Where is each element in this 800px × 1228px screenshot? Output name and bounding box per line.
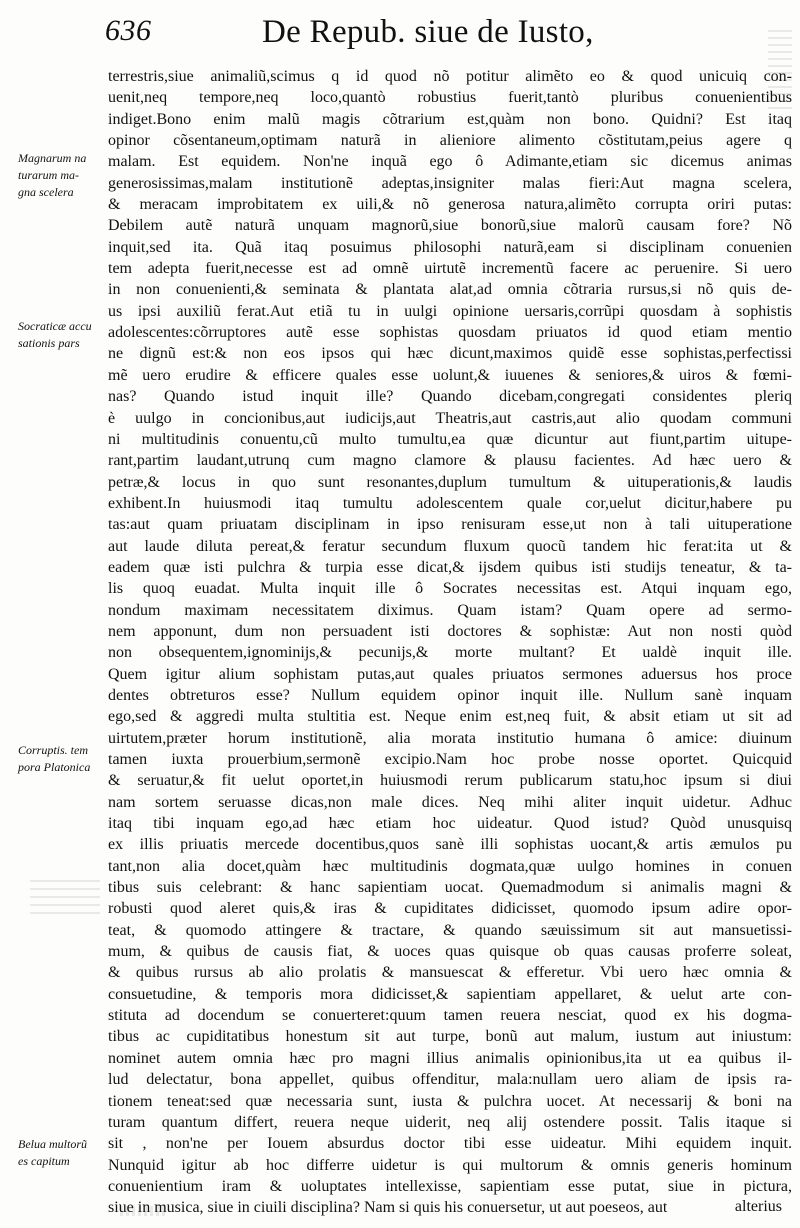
text-line: ni multitudinis conuentu,cũ multo tumultu,ea quæ dicuntur aut fiunt,partim uitupe- — [108, 430, 792, 448]
text-line: indiget.Bono enim malũ magis cõtrarium est,quàm non bono. Quidni? Est itaq — [108, 110, 792, 128]
text-line: Debilem autẽ naturã unquam magnorũ,siue bonorũ,siue malorũ causam fore? Nõ — [108, 217, 792, 235]
text-line: non obsequentem,ignominijs,& pecunijs,& morte multant? Et ualdè inquit ille. — [108, 644, 792, 662]
page-number: 636 — [105, 14, 152, 47]
text-line: tas:aut quam priuatam disciplinam in ipso renisuram esse,ut non à tali uituperatione — [108, 516, 792, 534]
text-line: robusti quod aleret quis,& iras & cupiditates didicisset, quomodo ipsum adire opor- — [108, 900, 792, 918]
show-through-text — [30, 880, 100, 916]
text-line: generosissimas,malam institutionẽ adeptas,insigniter malas fieri:Aut magna scelera, — [108, 174, 792, 192]
side-note — [18, 742, 112, 776]
text-line: Quem igitur alium sophistam putas,aut quales priuatos sermones aduersus hos proce — [108, 665, 792, 683]
text-line: consuetudine, & temporis mora didicisset,& sapientiam appellaret, & uelut arte con- — [108, 985, 792, 1003]
text-line: conuenientium iram & uoluptates intellexisse, sapientiam esse putat, siue in pictura, — [108, 1177, 792, 1195]
running-head: De Repub. siue de Iusto, — [262, 14, 594, 50]
text-line: lud delectatur, bona appellet, quibus offenditur, mala:nullam uero aliam de ipsis ra- — [108, 1071, 792, 1089]
body-text — [108, 66, 792, 1219]
text-line: tamen iuxta prouerbium,sermonẽ excipio.Nam hoc probe nosse oportet. Quicquid — [108, 751, 792, 768]
text-line: tant,non alia docet,quàm hæc multitudinis dogmata,quæ uulgo homines in conuen — [108, 857, 792, 875]
text-line: ego,sed & aggredi multa stultitia est. Neque enim est,neq fuit, & absit etiam ut sit ad — [108, 708, 792, 726]
text-line: mẽ uero erudire & efficere quales esse uolunt,& iuuenes & seniores,& uiros & fœmi- — [108, 366, 792, 384]
text-line: petræ,& locus in quo sunt resonantes,duplum tumultum & uituperationis,& laudis — [108, 473, 792, 491]
text-line: malam. Est equidem. Non'ne inquã ego ô Adimante,etiam sic dicemus animas — [108, 153, 792, 171]
text-line: turam quantum differt, reuera neque uiderit, neq alij ostendere possit. Talis itaque si — [108, 1113, 792, 1131]
text-line: tibus ac cupiditatibus honestum sit aut turpe, bonũ aut malum, iustum aut iniustum: — [108, 1028, 792, 1046]
catchword: alterius — [734, 1198, 782, 1215]
text-line: eadem quæ isti pulchra & turpia esse dicat,& ijsdem quibus isti studijs teneatur, & ta- — [108, 558, 792, 576]
side-note — [18, 318, 112, 352]
text-line: nam sortem seruasse dicas,non male dices. Neq mihi aliter inquit uidetur. Adhuc — [108, 793, 792, 811]
text-line: exhibent.In huiusmodi itaq tumultu adolescentem quale cor,uelut dicitur,habere pu — [108, 494, 792, 512]
side-note-line: es capitum — [18, 1154, 70, 1168]
side-note-line: pora Platonica — [18, 760, 91, 774]
text-line: opinor cõsentaneum,optimam naturã in alieniore alimento cõstitutam,peius agere q — [108, 132, 792, 150]
side-note-line: turarum ma- — [18, 168, 80, 182]
text-line: stituta ad docendum se conuerteret:quum tamen reuera nesciat, quod ex his dogma- — [108, 1007, 792, 1025]
text-line: tibus suis celebrant: & hanc sapientiam uocat. Quemadmodum si animalis magni & — [108, 879, 792, 897]
text-line: tionem teneat:sed quæ necessaria sunt, iusta & pulchra uocet. At necessarij & boni na — [108, 1092, 792, 1110]
side-note-line: Belua multorũ — [18, 1137, 87, 1151]
text-line: lis quoq euadat. Multa inquit ille ô Socrates necessitas est. Atqui inquam ego, — [108, 580, 792, 598]
text-line: terrestris,siue animaliũ,scimus q id quod nõ potitur alimẽto eo & quod unicuiq con- — [108, 68, 792, 85]
text-line: tem adepta fuerit,necesse est ad omnẽ uirtutẽ incrementũ facere ac peruenire. Si uero — [108, 260, 792, 278]
text-line: mum, & quibus de causis fiat, & uoces quas quisque ob quas causas proferre soleat, — [108, 943, 792, 961]
text-line: dentes obtreturos esse? Nullum equidem opinor inquit ille. Nullum sanè inquam — [108, 686, 792, 704]
text-line: uenit,neq tempore,neq loco,quantò robustius fuerit,tantò pluribus conuenientibus — [108, 89, 792, 107]
text-line: aut laude diluta pereat,& feratur secundum fluxum quocũ tandem hic ferat:ita ut & — [108, 537, 792, 555]
text-line: nas? Quando istud inquit ille? Quando dicebam,congregati considentes pleriq — [108, 388, 792, 406]
text-line: teat, & quomodo attingere & tractare, & quando sæuissimum sit aut mansuetissi- — [108, 921, 792, 939]
side-note-line: Magnarum na — [18, 151, 87, 165]
side-note-line: Socraticæ accu — [18, 319, 92, 333]
text-line: rant,partim laudant,utrunq cum magno clamore & plausu facientes. Ad hæc uero & — [108, 452, 792, 470]
text-line: us ipsi auxiliũ ferat.Aut etiã tu in uulgi opinione uersaris,corrũpi quosdam à sophistis — [108, 302, 792, 320]
text-line: siue in musica, siue in ciuili disciplina? Nam si quis his conuersetur, ut aut poeseos, aut — [108, 1199, 668, 1217]
side-note-line: gna scelera — [18, 185, 74, 199]
text-line: nondum maximam necessitatem diximus. Quam istam? Quam opere ad sermo- — [108, 601, 792, 619]
text-line: adolescentes:cõrruptores autẽ esse sophistas quosdam priuatos id quod etiam mentio — [108, 324, 792, 342]
text-line: ne dignũ est:& non eos ipsos qui hæc dicunt,maximos quidẽ esse sophistas,perfectissi — [108, 345, 792, 363]
text-line: Nunquid igitur ab hoc differre uidetur is qui multorum & omnis generis hominum — [108, 1156, 792, 1174]
text-line: nem apponunt, dum non persuadent isti doctores & sophistæ: Aut non nosti quòd — [108, 622, 792, 640]
text-line: nominet autem omnia hæc pro magni illius animalis opinionibus,ita ut ea quibus il- — [108, 1049, 792, 1067]
text-line: & seruatur,& fit uelut oportet,in huiusmodi rerum publicarum statu,hoc ipsum si diui — [108, 772, 792, 790]
side-note-line: Corruptis. tem — [18, 743, 89, 757]
side-note — [18, 1136, 112, 1170]
text-line: ex illis priuatis mercede docentibus,quos sanè illi sophistas uocant,& artis æmulos pu — [108, 836, 792, 854]
text-line: uirtutem,præter horum institutionẽ, alia morata institutio humana ô amice: diuinum — [108, 729, 792, 747]
text-line: in non conuenienti,& seminata & plantata alat,ad omnia cõtraria rursus,si nõ quis de- — [108, 281, 792, 299]
text-line: è uulgo in concionibus,aut iudicijs,aut Theatris,aut castris,aut alio quodam communi — [108, 409, 792, 427]
text-line: & quibus rursus ab alio prolatis & mansuescat & efferetur. Vbi uero hæc omnia & — [108, 964, 792, 982]
side-note — [18, 150, 112, 201]
side-note-line: sationis pars — [18, 336, 80, 350]
text-line: & meracam improbitatem ex uili,& nõ generosa natura,alimẽto corrupta oriri putas: — [108, 196, 792, 214]
text-line: sit , non'ne per Iouem absurdus doctor tibi esse uideatur. Mihi equidem inquit. — [108, 1135, 792, 1153]
text-line: itaq tibi inquam ego,ad hæc etiam hoc uideatur. Quod istud? Quòd unusquisq — [108, 815, 792, 833]
text-line: inquit,sed ita. Quã itaq posuimus philosophi naturã,eam si disciplinam conuenien — [108, 238, 792, 256]
